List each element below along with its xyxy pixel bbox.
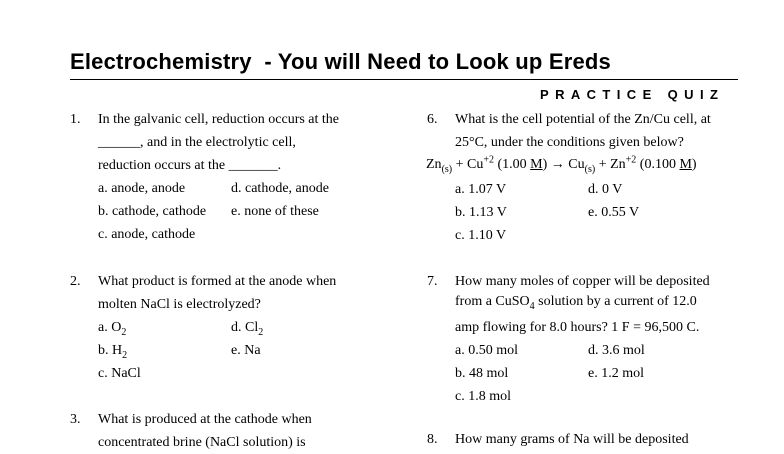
answer-option-c[interactable]: c. NaCl (98, 366, 141, 381)
answer-option-b[interactable]: b. 48 mol (455, 366, 509, 381)
question-text-line: amp flowing for 8.0 hours? 1 F = 96,500 C. (455, 320, 700, 335)
cell-equation: $Zn_{(s)} + Cu^{+2}$ (1.00 $M) \to Cu_{(s)} + Zn^{+2}$ (0.100 M) (426, 154, 697, 175)
answer-option-d[interactable]: d. 3.6 mol (588, 343, 645, 358)
question-number: 3. (70, 412, 81, 427)
question-number: 7. (427, 274, 438, 289)
answer-option-a[interactable]: a. 0.50 mol (455, 343, 518, 358)
question-number: 8. (427, 432, 438, 447)
title-rule (70, 79, 738, 80)
question-text-line: What is produced at the cathode when (98, 412, 312, 427)
question-text-line: What is the cell potential of the Zn/Cu cell, at (455, 112, 711, 127)
question-text-line: How many moles of copper will be deposited (455, 274, 710, 289)
answer-option-b[interactable]: b. 1.13 V (455, 205, 507, 220)
answer-option-c[interactable]: c. 1.8 mol (455, 389, 511, 404)
answer-option-b[interactable]: b. cathode, cathode (98, 204, 207, 219)
answer-option-d[interactable]: d. 0 V (588, 182, 623, 197)
answer-option-a[interactable]: a. $O_2$ (98, 320, 127, 338)
answer-option-b[interactable]: b. $H_2$ (98, 343, 128, 361)
question-text-line: 25°C, under the conditions given below? (455, 135, 684, 150)
question-number: 2. (70, 274, 81, 289)
answer-option-e[interactable]: e. Na (231, 343, 261, 358)
answer-option-d[interactable]: d. cathode, anode (231, 181, 329, 196)
question-text-line: reduction occurs at the _______. (98, 158, 282, 173)
answer-option-e[interactable]: e. none of these (231, 204, 319, 219)
question-text-line: What product is formed at the anode when (98, 274, 337, 289)
answer-option-a[interactable]: a. 1.07 V (455, 182, 507, 197)
question-text-line: How many grams of Na will be deposited (455, 432, 689, 447)
question-text-line: from a CuSO$_4$ solution by a current of 12.0 (455, 294, 697, 312)
answer-option-a[interactable]: a. anode, anode (98, 181, 186, 196)
page-title: Electrochemistry - You will Need to Look up Ereds (70, 49, 611, 74)
question-number: 6. (427, 112, 438, 127)
answer-option-e[interactable]: e. 1.2 mol (588, 366, 644, 381)
question-text-line: In the galvanic cell, reduction occurs at the (98, 112, 340, 127)
answer-option-e[interactable]: e. 0.55 V (588, 205, 640, 220)
question-number: 1. (70, 112, 81, 127)
question-text-line: molten NaCl is electrolyzed? (98, 297, 261, 312)
question-text-line: ______, and in the electrolytic cell, (98, 135, 296, 150)
page-subtitle: PRACTICE QUIZ (540, 87, 725, 102)
answer-option-c[interactable]: c. 1.10 V (455, 228, 507, 243)
question-text-line: concentrated brine (NaCl solution) is (98, 435, 306, 450)
answer-option-d[interactable]: d. $Cl_2$ (231, 320, 264, 338)
answer-option-c[interactable]: c. anode, cathode (98, 227, 196, 242)
